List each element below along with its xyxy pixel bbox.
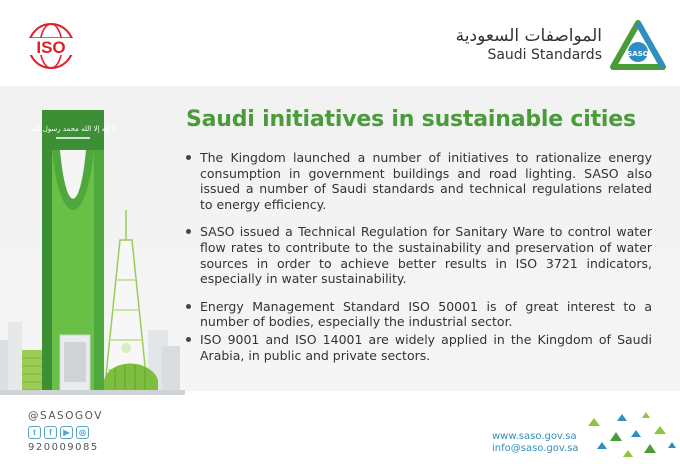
website-link[interactable]: www.saso.gov.sa <box>492 431 577 442</box>
email-link[interactable]: info@saso.gov.sa <box>492 443 579 454</box>
saso-emblem-icon <box>610 20 666 72</box>
list-item: Energy Management Standard ISO 50001 is of great interest to a number of bodies, especially the industrial sector. <box>184 299 652 330</box>
social-handle[interactable]: @SASOGOV <box>28 410 103 422</box>
flag-inscription: لا إله إلا الله محمد رسول الله <box>30 125 116 133</box>
list-item: The Kingdom launched a number of initiatives to rationalize energy consumption in government buildings and road lighting. SASO also issued a number of Saudi standards and technical regulations related to energy efficiency. <box>184 150 652 212</box>
social-icons <box>28 426 148 439</box>
riyadh-skyline-illustration <box>0 110 185 395</box>
footer-links <box>492 431 579 455</box>
iso-logo-text: ISO <box>36 38 66 57</box>
saso-english-name: Saudi Standards <box>487 47 602 63</box>
facebook-icon[interactable]: f <box>44 426 57 439</box>
list-item: SASO issued a Technical Regulation for Sanitary Ware to control water flow rates to contribute to the sustainability and preservation of water sources in order to achieve better results in ISO 3721 indicators, especially in water sustainability. <box>184 224 652 286</box>
footer-contact <box>28 410 148 453</box>
decorative-triangles <box>572 408 680 464</box>
twitter-icon[interactable]: t <box>28 426 41 439</box>
page-title: Saudi initiatives in sustainable cities <box>186 107 636 132</box>
list-item: ISO 9001 and ISO 14001 are widely applied in the Kingdom of Saudi Arabia, in public and private sectors. <box>184 332 652 363</box>
instagram-icon[interactable]: ◎ <box>76 426 89 439</box>
iso-logo <box>24 22 78 70</box>
youtube-icon[interactable]: ▶ <box>60 426 73 439</box>
phone-number: 920009085 <box>28 442 99 453</box>
initiatives-list <box>184 150 652 363</box>
saso-emblem-text: SASO <box>627 50 649 58</box>
saso-arabic-name: المواصفات السعودية <box>455 26 602 46</box>
